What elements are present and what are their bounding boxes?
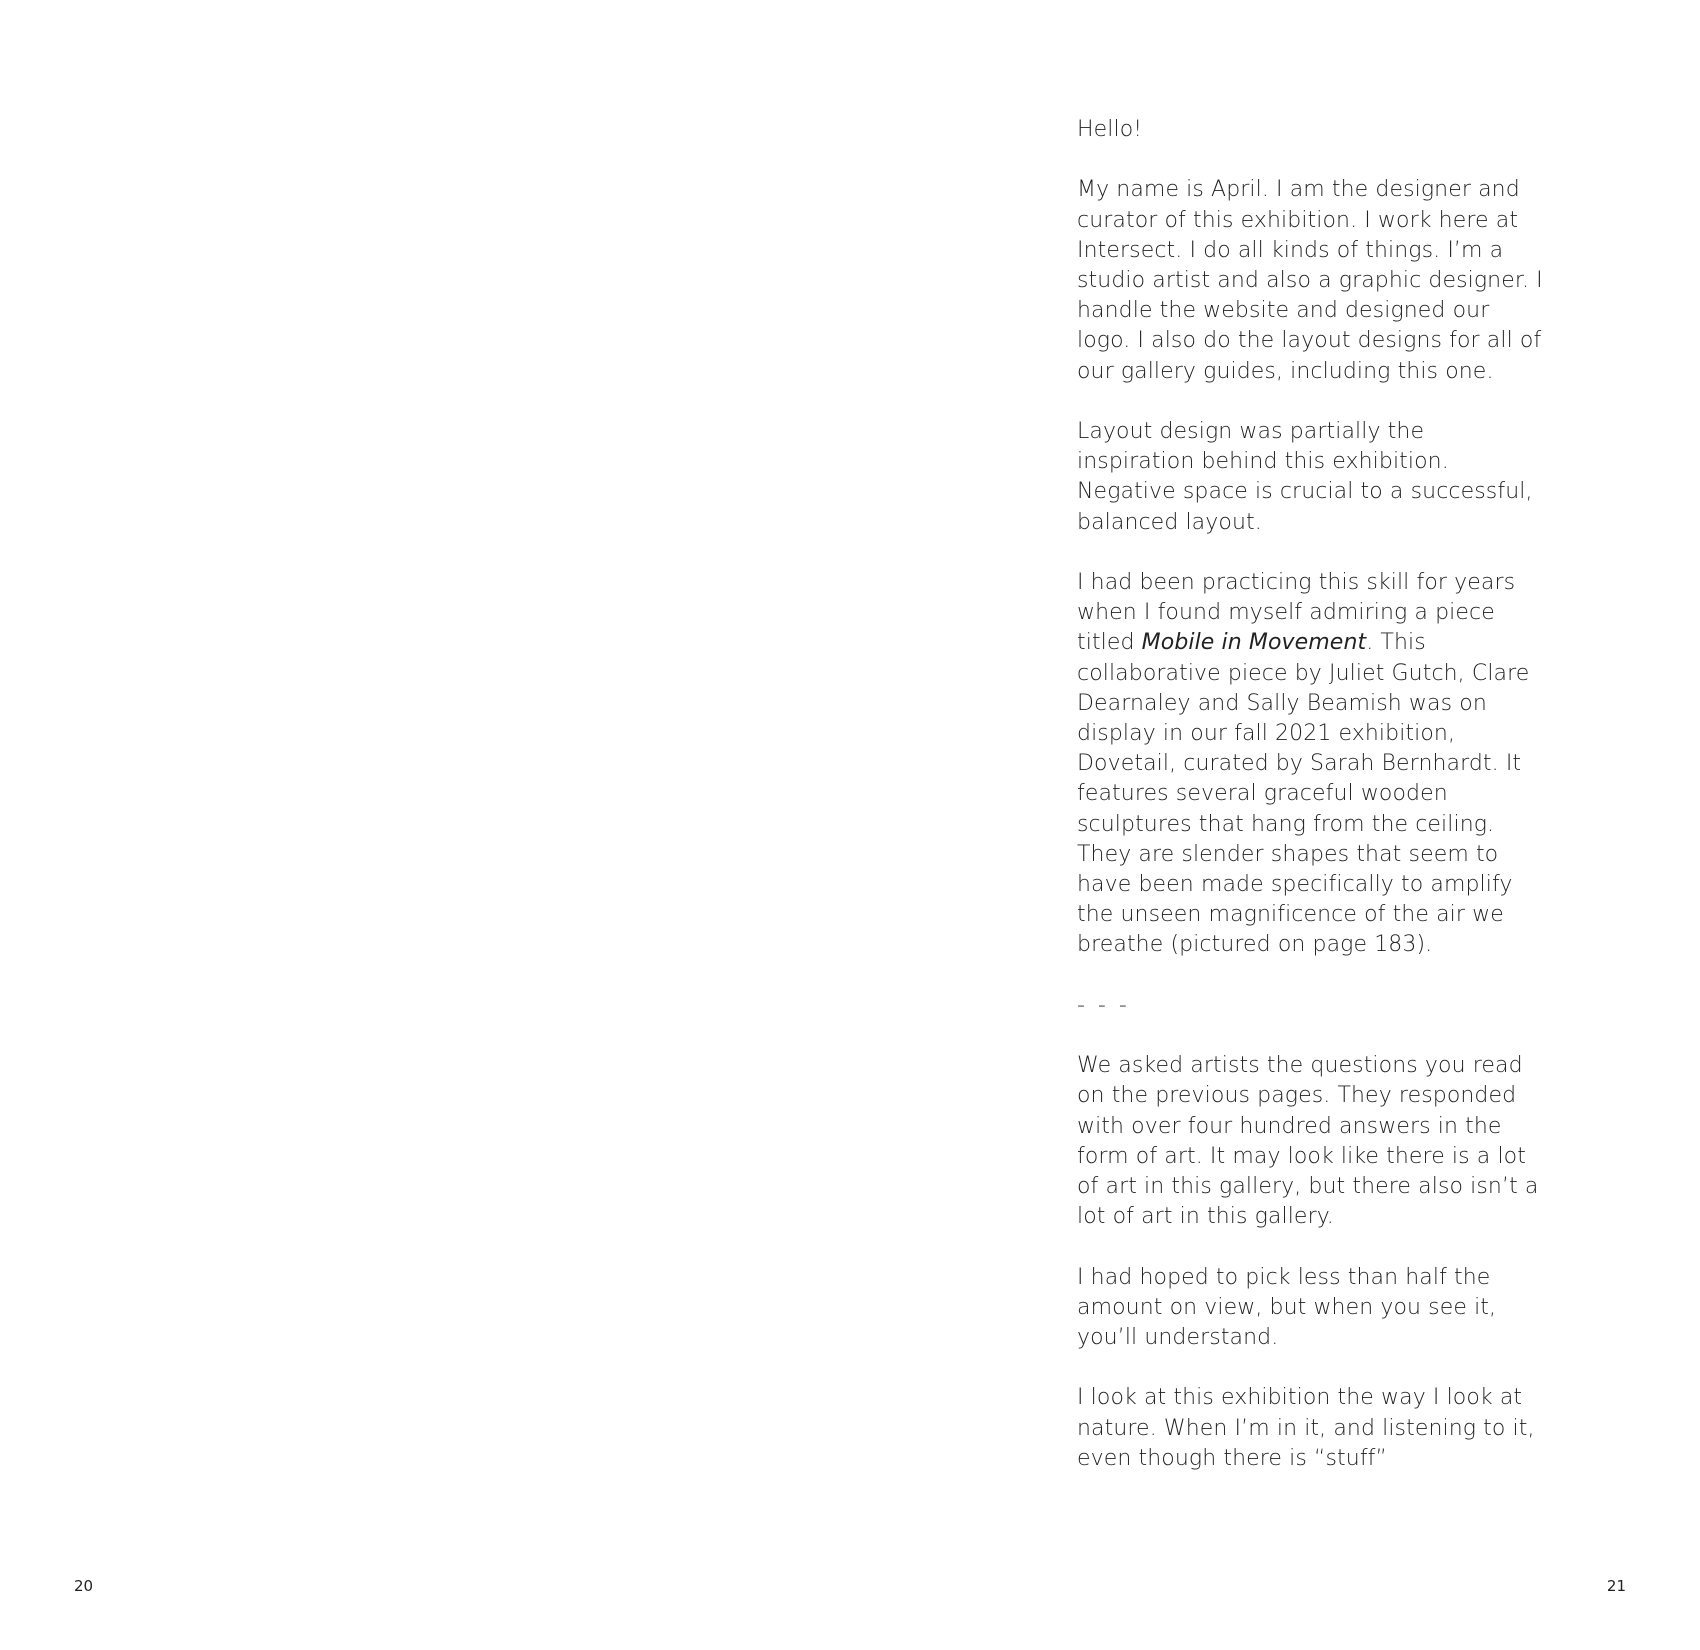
paragraph-hoped-to-pick: I had hoped to pick less than half the amount on view, but when you see it, you’ll understand. — [1077, 1264, 1497, 1351]
paragraph-intro: My name is April. I am the designer and curator of this exhibition. I work here at Intersect. I do all kinds of things. I’m a studio artist and also a graphic designer. I handle the website and designed our logo. I also do the layout designs for all of our gallery guides, including this one. — [1077, 177, 1543, 384]
greeting: Hello! — [1077, 117, 1143, 142]
right-page — [850, 0, 1700, 1650]
paragraph-artists-questions: We asked artists the questions you read on the previous pages. They responded with over four hundred answers in the form of art. It may look like there is a lot of art in this gallery, but there also isn’t a lot of art in this gallery. — [1077, 1053, 1539, 1230]
section-divider: - - - — [1077, 992, 1130, 1018]
paragraph-nature: I look at this exhibition the way I look at nature. When I’m in it, and listening to it, even though there is “stuff” — [1077, 1385, 1535, 1471]
artwork-title: Mobile in Movement — [1141, 630, 1367, 656]
paragraph-3-rest: . This collaborative piece by Juliet Gutch, Clare Dearnaley and Sally Beamish was on display in our fall 2021 exhibition, Dovetail, curated by Sarah Bernhardt. It features several graceful wooden sculptures that hang from the ceiling. They are slender shapes that seem to have been made specifically to amplify the unseen magnificence of the air we breathe (pictured on page 183). — [1077, 630, 1530, 958]
paragraph-layout-design: Layout design was partially the inspiration behind this exhibition. Negative space is crucial to a successful, balanced layout. — [1077, 419, 1533, 535]
page-number-right: 21 — [1606, 1577, 1626, 1595]
page-number-left: 20 — [74, 1577, 94, 1595]
paragraph-3-lead: I had been practicing this skill for years when I found myself admiring a piece titled — [1077, 570, 1516, 656]
body-text-column — [1077, 115, 1547, 1504]
paragraph-mobile-in-movement — [1077, 568, 1547, 961]
